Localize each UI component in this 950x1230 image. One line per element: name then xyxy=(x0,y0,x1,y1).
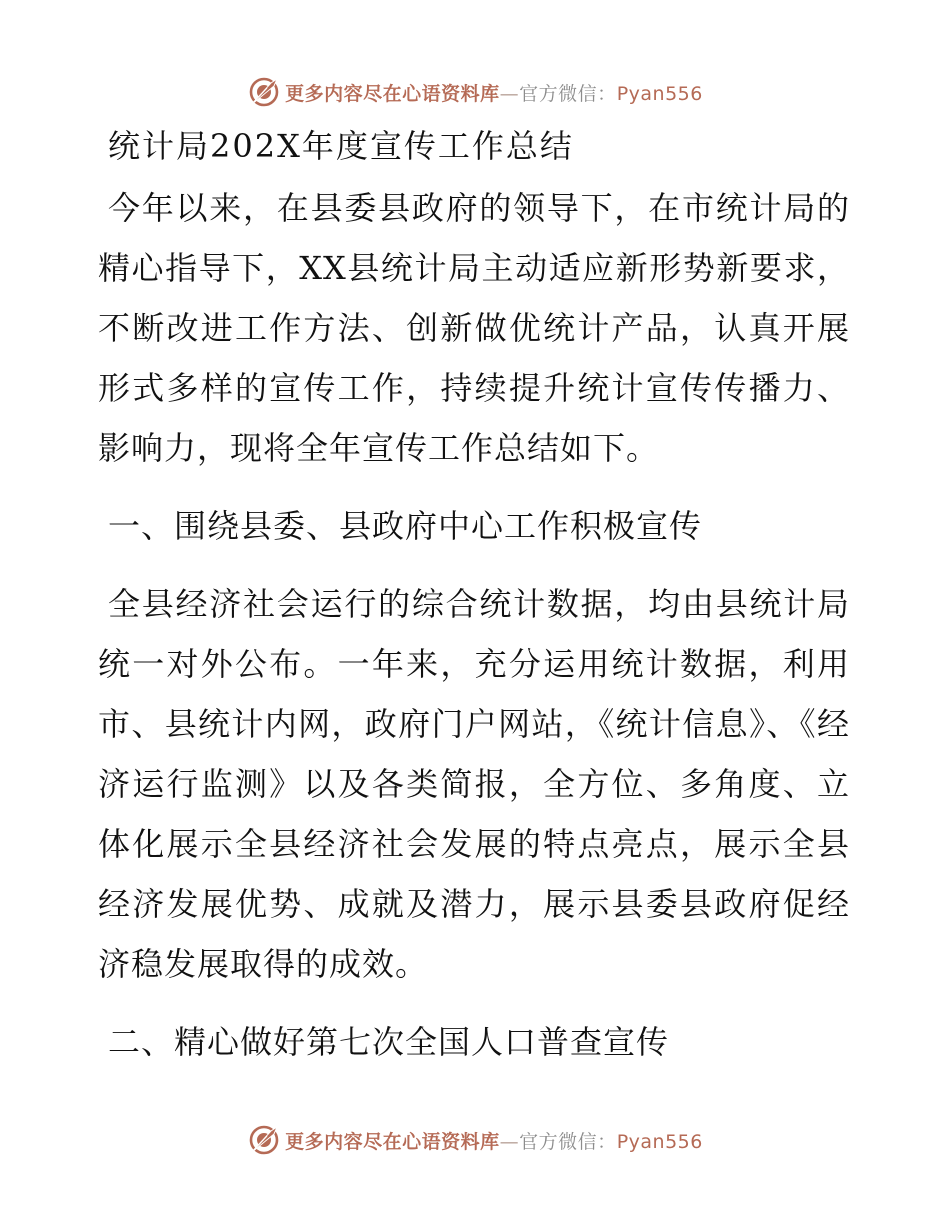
footer-watermark xyxy=(0,1120,950,1160)
section-text-1: 全县经济社会运行的综合统计数据，均由县统计局统一对外公布。一年来，充分运用统计数据，利用市、县统计内网，政府门户网站，《统计信息》、《经济运行监测》以及各类简报，全方位、多角度、立体化展示全县经济社会发展的特点亮点，展示全县经济发展优势、成就及潜力，展示县委县政府促经济稳发展取得的成效。 xyxy=(98,585,850,983)
quill-logo-icon xyxy=(247,1123,281,1157)
watermark-text xyxy=(285,1127,703,1154)
watermark-brand: 更多内容尽在心语资料库 xyxy=(285,1130,500,1153)
watermark-label: 官方微信： xyxy=(519,82,617,105)
intro-paragraph xyxy=(98,178,850,478)
intro-text: 今年以来，在县委县政府的领导下，在市统计局的精心指导下，XX县统计局主动适应新形势新要求，不断改进工作方法、创新做优统计产品，认真开展形式多样的宣传工作，持续提升统计宣传传播力、影响力，现将全年宣传工作总结如下。 xyxy=(98,189,850,467)
watermark-dash: — xyxy=(499,1130,520,1153)
watermark-brand: 更多内容尽在心语资料库 xyxy=(285,82,500,105)
quill-logo-icon xyxy=(247,75,281,109)
watermark-wechat-id: Pyan556 xyxy=(616,82,703,105)
document-title: 统计局202X年度宣传工作总结 xyxy=(108,127,574,165)
section-paragraph-1 xyxy=(98,574,850,994)
watermark-text xyxy=(285,79,703,106)
watermark-wechat-id: Pyan556 xyxy=(616,1130,703,1153)
section-heading-1: 一、围绕县委、县政府中心工作积极宣传 xyxy=(108,507,703,545)
header-watermark xyxy=(0,72,950,112)
document-body xyxy=(98,118,850,1090)
watermark-label: 官方微信： xyxy=(519,1130,617,1153)
watermark-dash: — xyxy=(499,82,520,105)
section-heading-2: 二、精心做好第七次全国人口普查宣传 xyxy=(108,1023,670,1061)
